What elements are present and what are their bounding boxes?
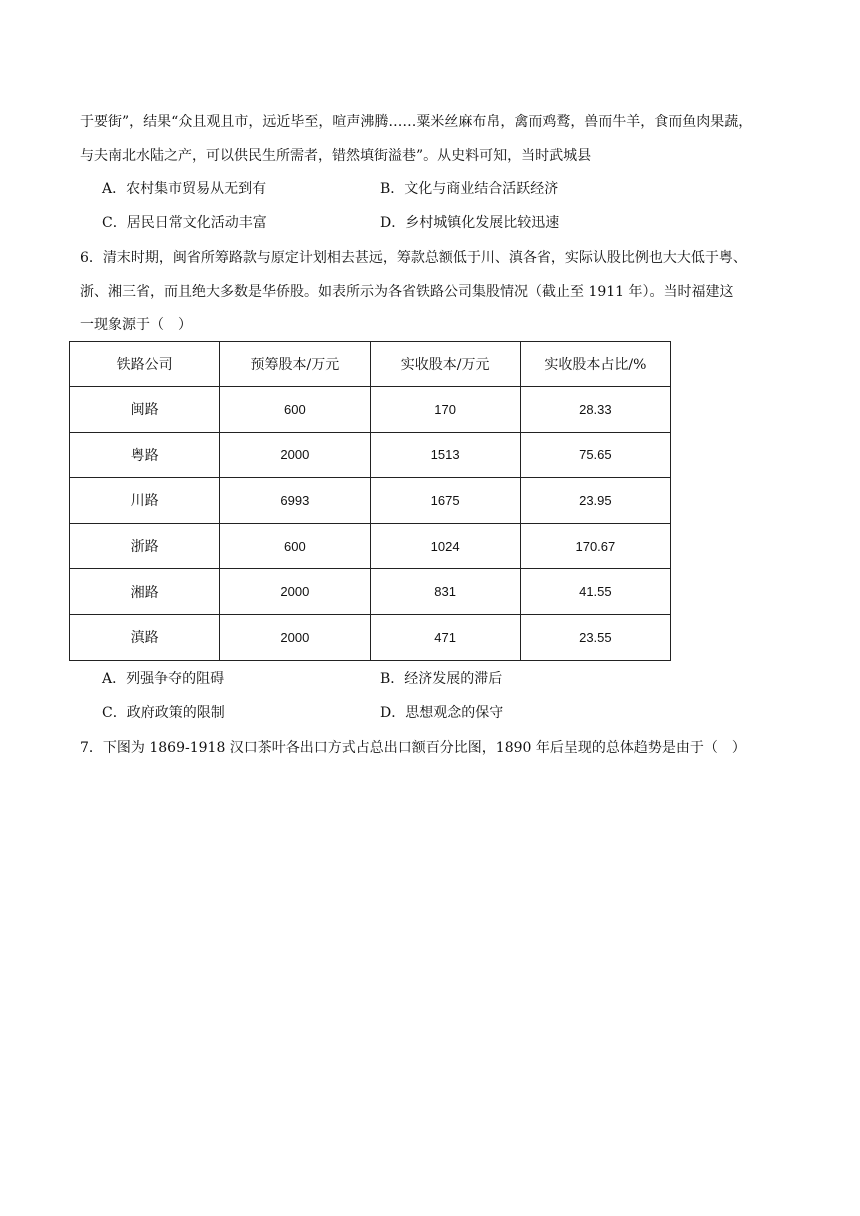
- cell-company: 闽路: [70, 387, 220, 433]
- cell-actual: 1675: [370, 478, 520, 524]
- q6-stem-line-3: 一现象源于（ ）: [80, 317, 192, 333]
- q6-option-d: D．思想观念的保守: [380, 705, 504, 721]
- q5-option-a: A．农村集市贸易从无到有: [102, 181, 267, 197]
- q5-option-b: B．文化与商业结合活跃经济: [380, 181, 559, 197]
- cell-company: 川路: [70, 478, 220, 524]
- header-planned-capital: 预筹股本/万元: [220, 342, 370, 387]
- header-actual-ratio: 实收股本占比/%: [520, 342, 670, 387]
- header-actual-capital: 实收股本/万元: [370, 342, 520, 387]
- table-row: [70, 614, 671, 660]
- table-row: [70, 523, 671, 569]
- cell-planned: 2000: [220, 432, 370, 478]
- cell-planned: 6993: [220, 478, 370, 524]
- cell-actual: 471: [370, 614, 520, 660]
- q5-option-c: C．居民日常文化活动丰富: [102, 215, 267, 231]
- cell-planned: 600: [220, 523, 370, 569]
- q7-stem-line-1: 7．下图为 1869-1918 汉口茶叶各出口方式占总出口额百分比图，1890 年后呈现的总体趋势是由于（ ）: [80, 740, 746, 756]
- cell-ratio: 23.55: [520, 614, 670, 660]
- table-header-row: [70, 342, 671, 387]
- cell-ratio: 23.95: [520, 478, 670, 524]
- table-row: [70, 432, 671, 478]
- cell-ratio: 170.67: [520, 523, 670, 569]
- cell-ratio: 41.55: [520, 569, 670, 615]
- table-row: [70, 478, 671, 524]
- cell-company: 湘路: [70, 569, 220, 615]
- railway-stock-table: [69, 341, 671, 661]
- cell-planned: 600: [220, 387, 370, 433]
- cell-company: 粤路: [70, 432, 220, 478]
- table-row: [70, 387, 671, 433]
- cell-planned: 2000: [220, 614, 370, 660]
- cell-company: 滇路: [70, 614, 220, 660]
- cell-actual: 831: [370, 569, 520, 615]
- cell-actual: 1513: [370, 432, 520, 478]
- cell-planned: 2000: [220, 569, 370, 615]
- cell-actual: 170: [370, 387, 520, 433]
- q5-stem-line-1: 于要街”，结果“众且观且市，远近毕至，喧声沸腾……粟米丝麻布帛，禽而鸡鹜，兽而牛羊，食而鱼肉果蔬，: [80, 114, 753, 130]
- q5-stem-line-2: 与夫南北水陆之产，可以供民生所需者，错然填街溢巷”。从史料可知，当时武城县: [80, 148, 592, 164]
- cell-company: 浙路: [70, 523, 220, 569]
- cell-ratio: 28.33: [520, 387, 670, 433]
- header-railway-company: 铁路公司: [70, 342, 220, 387]
- q5-option-d: D．乡村城镇化发展比较迅速: [380, 215, 560, 231]
- cell-ratio: 75.65: [520, 432, 670, 478]
- q6-option-a: A．列强争夺的阻碍: [102, 671, 225, 687]
- q6-stem-line-2: 浙、湘三省，而且绝大多数是华侨股。如表所示为各省铁路公司集股情况（截止至 1911 年）。当时福建这: [80, 284, 734, 300]
- q6-option-c: C．政府政策的限制: [102, 705, 225, 721]
- q6-stem-line-1: 6．清末时期，闽省所筹路款与原定计划相去甚远，筹款总额低于川、滇各省，实际认股比例也大大低于粤、: [80, 250, 747, 266]
- cell-actual: 1024: [370, 523, 520, 569]
- table-row: [70, 569, 671, 615]
- q6-option-b: B．经济发展的滞后: [380, 671, 503, 687]
